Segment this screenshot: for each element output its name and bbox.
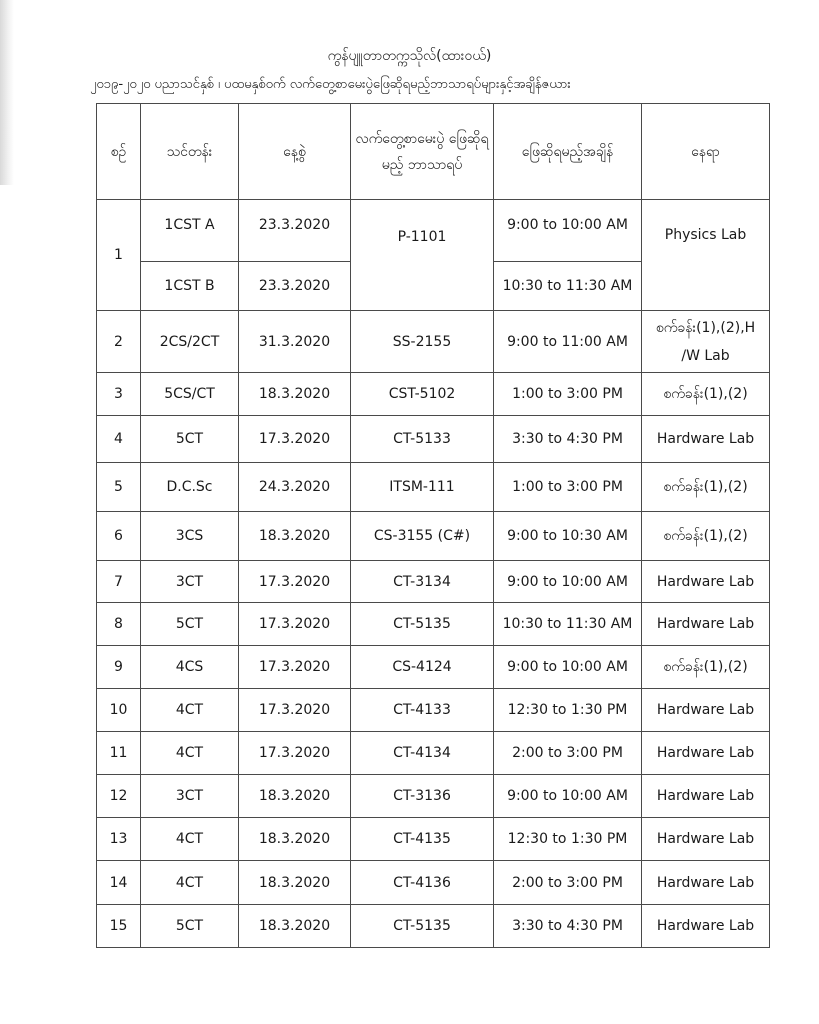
cell-date: 18.3.2020 [239,905,351,948]
cell-date: 18.3.2020 [239,373,351,416]
table-row [97,905,770,948]
cell-subject: CT-5135 [351,603,494,646]
cell-time: 3:30 to 4:30 PM [494,905,642,948]
cell-date: 17.3.2020 [239,646,351,689]
column-header-location: နေရာ [642,104,770,200]
cell-time: 9:00 to 10:00 AM [494,775,642,818]
cell-time: 3:30 to 4:30 PM [494,416,642,463]
cell-subject: CT-4134 [351,732,494,775]
cell-no: 13 [97,818,141,861]
cell-class: 4CT [141,818,239,861]
column-header-subject: လက်တွေ့စာမေးပွဲ ဖြေဆိုရမည့် ဘာသာရပ် [351,104,494,200]
cell-location: စက်ခန်း(1),(2) [642,646,770,689]
cell-class: 2CS/2CT [141,311,239,373]
table-row [97,512,770,561]
column-header-date: နေ့စွဲ [239,104,351,200]
cell-date: 17.3.2020 [239,732,351,775]
cell-location: စက်ခန်း(1),(2) [642,463,770,512]
table-row [97,646,770,689]
table-row [97,311,770,373]
exam-schedule-table [96,103,770,948]
cell-time: 9:00 to 10:00 AM [494,646,642,689]
cell-time: 1:00 to 3:00 PM [494,373,642,416]
cell-time: 2:00 to 3:00 PM [494,732,642,775]
cell-date: 18.3.2020 [239,818,351,861]
cell-location: Hardware Lab [642,603,770,646]
cell-date: 18.3.2020 [239,775,351,818]
cell-class: 5CT [141,905,239,948]
cell-no: 1 [97,200,141,311]
cell-class: 4CT [141,689,239,732]
cell-location: Hardware Lab [642,905,770,948]
table-row [97,861,770,905]
column-header-no: စဉ် [97,104,141,200]
cell-date: 24.3.2020 [239,463,351,512]
cell-class: 1CST B [141,262,239,311]
cell-class: 3CT [141,775,239,818]
cell-location: စက်ခန်း(1),(2) [642,512,770,561]
cell-date: 18.3.2020 [239,512,351,561]
cell-date: 18.3.2020 [239,861,351,905]
cell-date: 23.3.2020 [239,262,351,311]
column-header-time: ဖြေဆိုရမည့်အချိန် [494,104,642,200]
cell-location: Hardware Lab [642,416,770,463]
table-row [97,416,770,463]
cell-no: 2 [97,311,141,373]
cell-no: 8 [97,603,141,646]
cell-location-line: /W Lab [681,347,730,364]
cell-location: Physics Lab [642,200,770,311]
cell-subject: SS-2155 [351,311,494,373]
cell-subject: P-1101 [351,200,494,311]
cell-location: Hardware Lab [642,732,770,775]
cell-time: 12:30 to 1:30 PM [494,818,642,861]
cell-subject: CT-5135 [351,905,494,948]
cell-class: 4CT [141,732,239,775]
cell-date: 31.3.2020 [239,311,351,373]
cell-date: 17.3.2020 [239,561,351,603]
column-header-class: သင်တန်း [141,104,239,200]
cell-subject: CS-3155 (C#) [351,512,494,561]
cell-class: 1CST A [141,200,239,262]
cell-date: 23.3.2020 [239,200,351,262]
cell-no: 10 [97,689,141,732]
cell-location: Hardware Lab [642,818,770,861]
cell-location [642,311,770,373]
cell-class: 5CS/CT [141,373,239,416]
cell-no: 6 [97,512,141,561]
cell-time: 10:30 to 11:30 AM [494,603,642,646]
table-row [97,732,770,775]
cell-class: 5CT [141,416,239,463]
cell-time: 9:00 to 10:00 AM [494,200,642,262]
cell-location: Hardware Lab [642,561,770,603]
cell-time: 1:00 to 3:00 PM [494,463,642,512]
document-title: ကွန်ပျူတာတက္ကသိုလ်(ထားဝယ်) [327,48,492,64]
cell-subject: CT-3136 [351,775,494,818]
cell-date: 17.3.2020 [239,603,351,646]
table-row [97,818,770,861]
cell-subject: CT-4133 [351,689,494,732]
table-row [97,603,770,646]
cell-subject: CS-4124 [351,646,494,689]
cell-class: 4CS [141,646,239,689]
table-row [97,561,770,603]
cell-date: 17.3.2020 [239,416,351,463]
cell-class: 3CT [141,561,239,603]
table-header-row [97,104,770,200]
cell-time: 9:00 to 10:30 AM [494,512,642,561]
cell-time: 10:30 to 11:30 AM [494,262,642,311]
cell-location-line: စက်ခန်း(1),(2),H [655,319,756,336]
cell-no: 7 [97,561,141,603]
cell-no: 14 [97,861,141,905]
cell-location: Hardware Lab [642,861,770,905]
table-row [97,689,770,732]
cell-time: 9:00 to 11:00 AM [494,311,642,373]
cell-no: 9 [97,646,141,689]
cell-no: 3 [97,373,141,416]
cell-class: 4CT [141,861,239,905]
cell-time: 9:00 to 10:00 AM [494,561,642,603]
cell-subject: CT-4136 [351,861,494,905]
table-row [97,373,770,416]
cell-subject: CT-4135 [351,818,494,861]
cell-date: 17.3.2020 [239,689,351,732]
cell-subject: CT-5133 [351,416,494,463]
cell-location: Hardware Lab [642,775,770,818]
cell-subject: ITSM-111 [351,463,494,512]
table-row [97,200,770,262]
cell-no: 4 [97,416,141,463]
cell-subject: CT-3134 [351,561,494,603]
table-row [97,463,770,512]
cell-time: 2:00 to 3:00 PM [494,861,642,905]
cell-no: 5 [97,463,141,512]
cell-location: စက်ခန်း(1),(2) [642,373,770,416]
cell-class: 3CS [141,512,239,561]
page-edge-shadow [0,0,14,185]
cell-no: 11 [97,732,141,775]
cell-class: D.C.Sc [141,463,239,512]
cell-subject: CST-5102 [351,373,494,416]
cell-no: 12 [97,775,141,818]
table-row [97,775,770,818]
document-subtitle: ၂၀၁၉-၂၀၂၀ ပညာသင်နှစ် ၊ ပထမနှစ်ဝက် လက်တွေ့စာမေးပွဲဖြေဆိုရမည့်ဘာသာရပ်များနှင့်အချိန်ဇယား [90,77,571,92]
cell-time: 12:30 to 1:30 PM [494,689,642,732]
cell-no: 15 [97,905,141,948]
cell-location: Hardware Lab [642,689,770,732]
cell-class: 5CT [141,603,239,646]
